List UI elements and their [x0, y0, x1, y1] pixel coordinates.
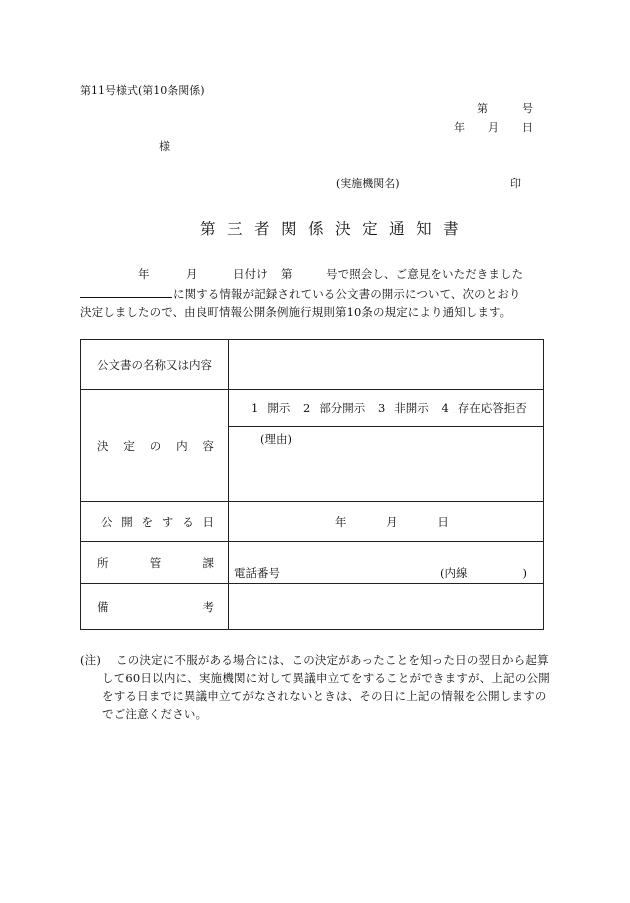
subject-blank-line [80, 285, 172, 298]
label-department: 所 管 課 [81, 542, 229, 584]
value-public-date: 年 月 日 [229, 502, 544, 542]
note-line-3: をする日までに異議申立てがなされないときは、その日に上記の情報を公開しますの [102, 689, 547, 703]
agency-name: (実施機関名) [336, 177, 400, 190]
value-remarks [229, 584, 544, 630]
title-char: 者 [254, 220, 273, 238]
decision-table [80, 339, 544, 630]
decision-choices: 1 開示 2 部分開示 3 非開示 4 存在応答拒否 [251, 401, 527, 415]
intro-line2 [80, 285, 521, 302]
title-char: 関 [281, 220, 300, 238]
intro-month: 月 [186, 267, 198, 281]
label-public-date: 公 開 を す る 日 [81, 502, 229, 542]
intro-line1-rest: 号で照会し、ご意見をいただきました [326, 267, 524, 281]
title-char: 係 [308, 220, 327, 238]
choice-non-disclose: 非開示 [394, 401, 429, 415]
note-line-1: この決定に不服がある場合には、この決定があったことを知った日の翌日から起算 [116, 653, 549, 667]
row-public-date [81, 502, 544, 542]
label-remarks: 備 考 [81, 584, 229, 630]
note-line-2: して60日以内に、実施機関に対して異議申立てをすることができますが、上記の公開 [102, 671, 550, 685]
label-decision: 決 定 の 内 容 [81, 390, 229, 502]
intro-line3: 決定しましたので、由良町情報公開条例施行規則第10条の規定により通知します。 [80, 305, 512, 319]
document-title [200, 217, 462, 239]
phone-label: 電話番号 [234, 566, 280, 580]
title-char: 三 [227, 220, 246, 238]
choice-refuse-existence: 存在応答拒否 [457, 401, 527, 415]
form-number: 第11号様式(第10条関係) [80, 84, 205, 97]
date-year: 年 [454, 121, 465, 134]
intro-line2-text: に関する情報が記録されている公文書の開示について、次のとおり [173, 287, 521, 301]
value-department [229, 542, 544, 584]
seal-mark: 印 [510, 177, 521, 190]
document-number-go: 号 [522, 102, 533, 115]
title-char: 定 [362, 220, 381, 238]
title-char: 通 [389, 220, 408, 238]
date-day: 日 [522, 121, 533, 134]
title-char: 知 [416, 220, 435, 238]
row-decision [81, 390, 544, 502]
value-document-name [229, 340, 544, 390]
intro-dated: 日付け [233, 267, 268, 281]
title-char: 決 [335, 220, 354, 238]
label-document-name: 公文書の名称又は内容 [81, 340, 229, 390]
value-decision [229, 390, 544, 502]
reason-area [229, 426, 543, 501]
addressee-suffix: 様 [159, 140, 170, 153]
row-document-name [81, 340, 544, 390]
reason-label: (理由) [260, 432, 292, 446]
choice-partial-disclose: 部分開示 [319, 401, 366, 415]
note-line-4: でご注意ください。 [102, 707, 208, 721]
title-char: 第 [200, 220, 219, 238]
document-number-dai: 第 [477, 102, 488, 115]
date-month: 月 [488, 121, 499, 134]
row-department [81, 542, 544, 584]
intro-year: 年 [138, 267, 150, 281]
extension-field: (内線 ) [440, 566, 527, 580]
note-prefix: (注) [80, 653, 102, 667]
row-remarks [81, 584, 544, 630]
choice-disclose: 開示 [267, 401, 291, 415]
title-char: 書 [443, 220, 462, 238]
intro-dai: 第 [281, 267, 293, 281]
